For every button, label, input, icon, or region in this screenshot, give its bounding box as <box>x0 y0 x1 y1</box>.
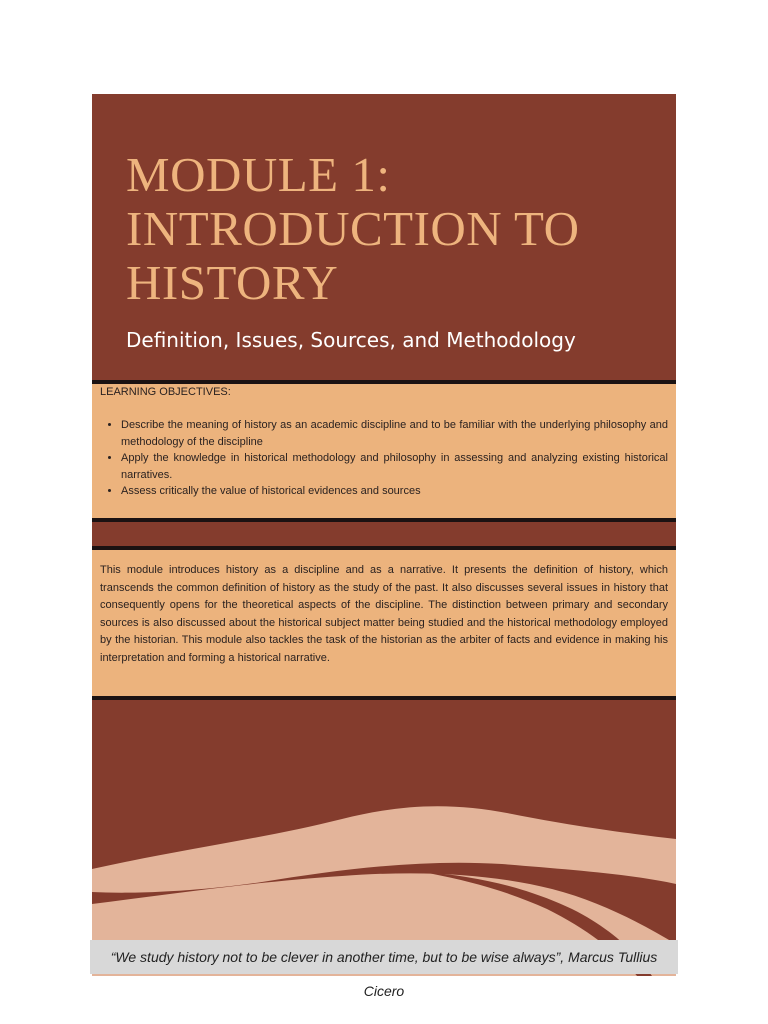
title-line-2: INTRODUCTION TO <box>126 201 580 256</box>
quote-bar <box>90 940 678 999</box>
objective-item: • Assess critically the value of historical evidences and sources <box>121 483 668 500</box>
cicero-quote: “We study history not to be clever in another time, but to be wise always”, Marcus Tullius Cicero <box>110 949 658 999</box>
objective-item: • Describe the meaning of history as an academic discipline and to be familiar with the underlying philosophy and methodology of the discipline <box>121 417 668 450</box>
title-line-3: HISTORY <box>126 255 339 310</box>
module-summary-box <box>92 546 676 700</box>
module-title <box>126 148 666 310</box>
objective-item: • Apply the knowledge in historical methodology and philosophy in assessing and analyzing existing historical narratives. <box>121 450 668 483</box>
learning-objectives-box <box>92 380 676 522</box>
module-cover <box>92 94 676 976</box>
title-line-1: MODULE 1: <box>126 147 391 202</box>
objectives-list <box>102 417 668 500</box>
objectives-heading: LEARNING OBJECTIVES: <box>100 386 231 398</box>
module-subtitle: Definition, Issues, Sources, and Methodology <box>126 328 576 352</box>
module-summary-text: This module introduces history as a discipline and as a narrative. It presents the definition of history, which transcends the common definition of history as the study of the past. It also discusses several issues in history that consequently opens for the theoretical aspects of the discipline. The distinction between primary and secondary sources is also discussed about the historical subject matter being studied and the historical methodology employed by the historian. This module also tackles the task of the historian as the arbiter of facts and evidence in making his interpretation and forming a historical narrative. <box>100 564 668 664</box>
